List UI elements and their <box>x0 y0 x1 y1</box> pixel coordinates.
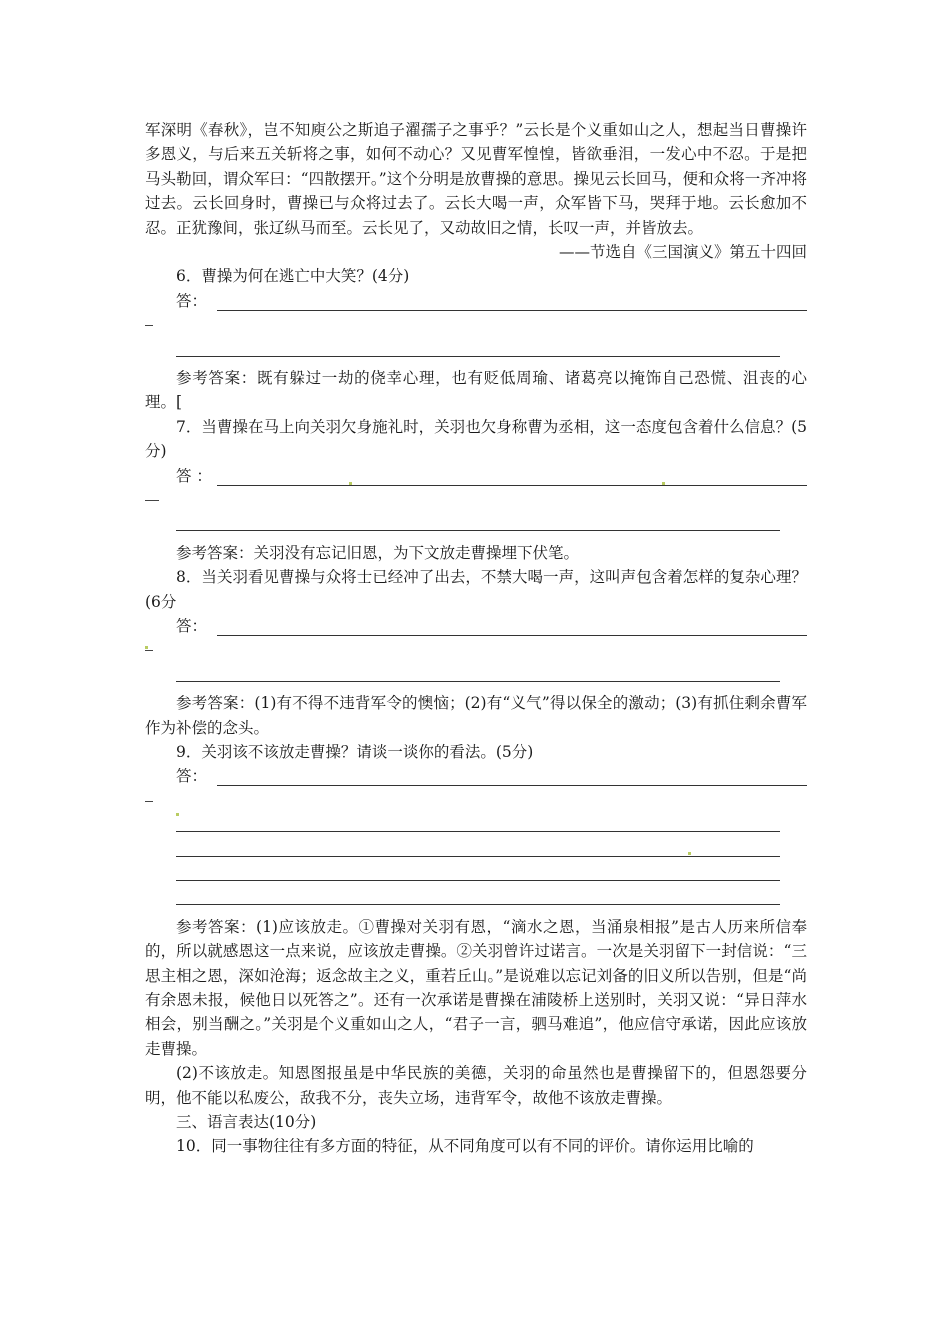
answer-blank-row <box>145 838 807 862</box>
answer-row-6 <box>145 289 807 313</box>
speck <box>662 482 665 485</box>
speck <box>145 646 148 649</box>
margin-dash <box>145 325 153 326</box>
margin-dash <box>145 650 153 651</box>
answer-blank-row <box>145 789 807 813</box>
answer-label: 答： <box>176 767 208 786</box>
margin-dash <box>145 500 159 501</box>
reference-answer-9-part2: (2)不该放走。知恩图报虽是中华民族的美德，关羽的命虽然也是曹操留下的，但恩怨要分明，他不能以私废公，敌我不分，丧失立场，违背军令，故他不该放走曹操。 <box>145 1064 807 1107</box>
speck <box>176 813 179 816</box>
answer-line[interactable] <box>176 356 780 357</box>
reference-answer-7: 参考答案：关羽没有忘记旧恩，为下文放走曹操埋下伏笔。 <box>176 543 580 562</box>
question-7: 7．当曹操在马上向关羽欠身施礼时，关羽也欠身称曹为丞相，这一态度包含着什么信息？(5分) <box>145 417 807 461</box>
answer-blank-row <box>145 886 807 910</box>
answer-line[interactable] <box>217 485 807 486</box>
question-10: 10．同一事物往往有多方面的特征，从不同角度可以有不同的评价。请你运用比喻的 <box>176 1137 754 1156</box>
answer-line[interactable] <box>176 880 780 881</box>
speck <box>349 482 352 485</box>
answer-label: 答： <box>176 291 208 310</box>
answer-blank-row <box>145 488 807 512</box>
question-9: 9．关羽该不该放走曹操？请谈一谈你的看法。(5分) <box>176 743 534 762</box>
answer-blank-row <box>145 663 807 687</box>
answer-line[interactable] <box>217 635 807 636</box>
answer-blank-row <box>145 813 807 837</box>
reference-answer-6: 参考答案：既有躲过一劫的侥幸心理，也有贬低周瑜、诸葛亮以掩饰自己恐慌、沮丧的心理。[ <box>145 369 807 412</box>
answer-line[interactable] <box>176 530 780 531</box>
speck <box>688 852 691 855</box>
document-page <box>145 118 807 1159</box>
answer-blank-row <box>145 862 807 886</box>
margin-dash <box>145 801 153 802</box>
question-8: 8．当关羽看见曹操与众将士已经冲了出去，不禁大喝一声，这叫声包含着怎样的复杂心理？(6分 <box>145 568 807 611</box>
answer-label: 答 ： <box>176 466 212 485</box>
answer-blank-row <box>145 313 807 337</box>
answer-line[interactable] <box>176 856 780 857</box>
question-6: 6．曹操为何在逃亡中大笑？(4分) <box>176 267 410 286</box>
answer-blank-row <box>145 338 807 362</box>
passage-source: ——节选自《三国演义》第五十四回 <box>558 243 807 262</box>
reference-answer-9-part1: 参考答案：(1)应该放走。①曹操对关羽有恩，“滴水之恩，当涌泉相报”是古人历来所信奉的，所以就感恩这一点来说，应该放走曹操。②关羽曾许过诺言。一次是关羽留下一封信说：“三思主相之恩，深如沧海；返念故主之义，重若丘山。”是说难以忘记刘备的旧义所以告别，但是“尚有余恩未报，候他日以死答之”。还有一次承诺是曹操在浦陵桥上送别时，关羽又说：“异日萍水相会，别当酬之。”关羽是个义重如山之人，“君子一言，驷马难追”，他应信守承诺，因此应该放走曹操。 <box>145 917 807 1058</box>
answer-row-7 <box>145 464 807 488</box>
answer-blank-row <box>145 638 807 662</box>
answer-row-8 <box>145 614 807 638</box>
passage-text: 军深明《春秋》，岂不知庾公之斯追子濯孺子之事乎？”云长是个义重如山之人，想起当日曹操许多恩义，与后来五关斩将之事，如何不动心？又见曹军惶惶，皆欲垂泪，一发心中不忍。于是把马头勒回，谓众军曰：“四散摆开。”这个分明是放曹操的意思。操见云长回马，便和众将一齐冲将过去。云长回身时，曹操已与众将过去了。云长大喝一声，众军皆下马，哭拜于地。云长愈加不忍。正犹豫间，张辽纵马而至。云长见了，又动故旧之情，长叹一声，并皆放去。 <box>145 121 807 237</box>
answer-blank-row <box>145 512 807 536</box>
answer-label: 答： <box>176 617 208 636</box>
section-heading: 三、语言表达(10分) <box>176 1113 317 1132</box>
answer-line[interactable] <box>176 831 780 832</box>
answer-line[interactable] <box>176 904 780 905</box>
answer-row-9 <box>145 764 807 788</box>
reference-answer-8: 参考答案：(1)有不得不违背军令的懊恼；(2)有“义气”得以保全的激动；(3)有抓住剩余曹军作为补偿的念头。 <box>145 694 807 737</box>
answer-line[interactable] <box>217 785 807 786</box>
answer-line[interactable] <box>217 310 807 311</box>
answer-line[interactable] <box>176 681 780 682</box>
